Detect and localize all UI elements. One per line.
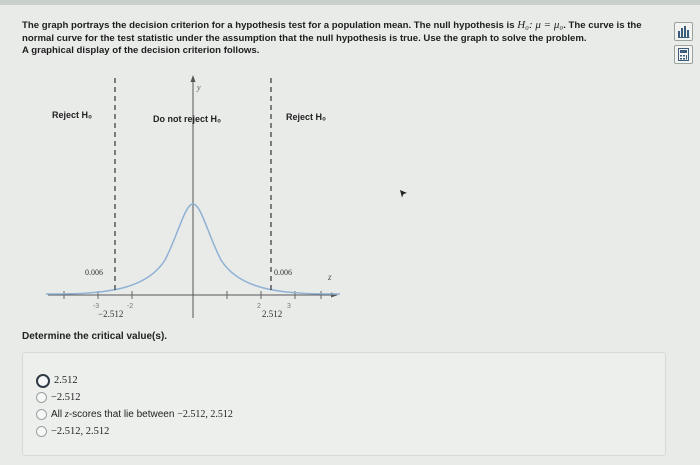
option-3-math: −2.512, 2.512 — [177, 409, 233, 420]
option-2-label: −2.512 — [51, 392, 81, 403]
question-text: Determine the critical value(s). — [22, 331, 168, 342]
radio-button[interactable] — [36, 426, 47, 437]
top-bar — [0, 0, 700, 5]
x-axis-label: z — [328, 272, 332, 282]
bar-chart-icon[interactable] — [674, 22, 693, 41]
tick-label-neg2: -2 — [126, 303, 134, 310]
calculator-icon[interactable] — [674, 45, 693, 64]
tick-label-neg3: -3 — [92, 303, 100, 310]
option-3-var: z — [64, 409, 69, 420]
answer-options — [36, 372, 233, 440]
critical-value-left-label: −2.512 — [98, 309, 124, 319]
radio-button[interactable] — [36, 409, 47, 420]
option-1-label: 2.512 — [54, 375, 78, 386]
radio-button-selected[interactable] — [36, 374, 50, 388]
reject-left-label: Reject H₀ — [52, 110, 93, 120]
area-right-label: 0.006 — [274, 268, 292, 277]
radio-button[interactable] — [36, 392, 47, 403]
option-4[interactable] — [36, 423, 233, 440]
option-1[interactable] — [36, 372, 233, 389]
y-axis-arrow — [191, 75, 196, 82]
option-2[interactable] — [36, 389, 233, 406]
null-hypothesis: H₀: μ = μ₀ — [517, 19, 564, 31]
option-3-prefix: All — [51, 409, 65, 420]
mouse-pointer-icon — [399, 189, 408, 198]
tool-icons — [674, 22, 696, 68]
area-left-label: 0.006 — [85, 268, 103, 277]
option-4-label: −2.512, 2.512 — [51, 426, 110, 437]
option-3-label — [51, 409, 233, 420]
critical-value-right-label: 2.512 — [262, 309, 283, 319]
option-3-mid: -scores that lie between — [68, 409, 178, 420]
y-axis-label: y — [197, 83, 201, 92]
tick-label-2: 2 — [257, 303, 261, 310]
problem-intro: The graph portrays the decision criterion for a hypothesis test for a population mean. The null hypothesis is — [22, 20, 518, 31]
reject-right-label: Reject H₀ — [286, 112, 327, 122]
problem-statement — [22, 19, 662, 58]
problem-rest: . The curve is the normal curve for the test statistic under the assumption that the null hypothesis is true. Use the graph to solve the problem. — [22, 20, 642, 44]
tick-label-3: 3 — [287, 303, 291, 310]
problem-line3: A graphical display of the decision criterion follows. — [22, 45, 260, 56]
option-3[interactable] — [36, 406, 233, 423]
do-not-reject-label: Do not reject H₀ — [153, 114, 222, 124]
decision-criterion-graph — [40, 70, 380, 330]
